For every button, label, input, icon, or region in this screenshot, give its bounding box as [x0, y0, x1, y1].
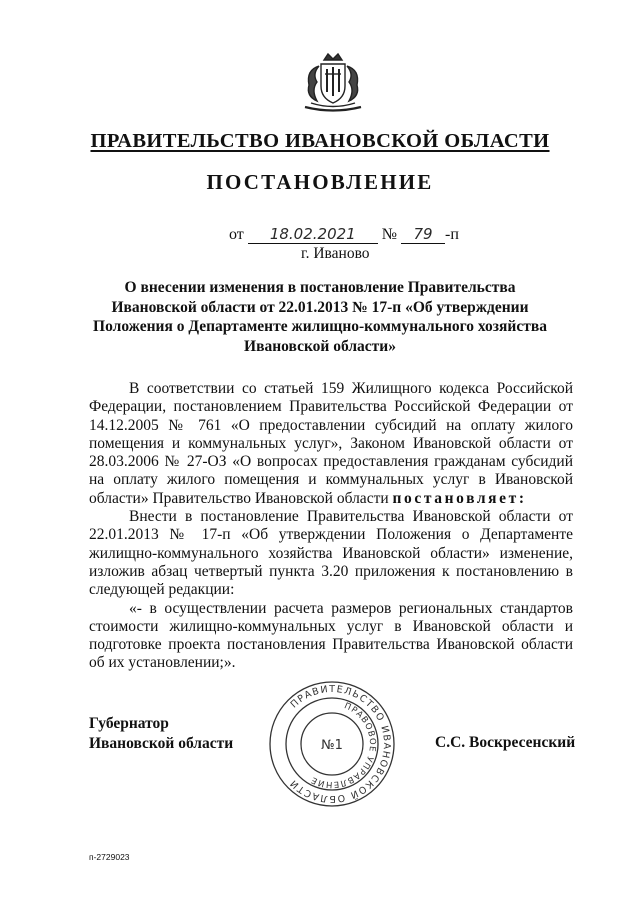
document-title: О внесении изменения в постановление Правительства Ивановской области от 22.01.2013 № 17-п «Об утверждении Положения о Департаменте жилищно-коммунального хозяйства Ивановской области»	[93, 279, 547, 355]
document-type: ПОСТАНОВЛЕНИЕ	[206, 170, 434, 194]
document-body	[89, 380, 573, 673]
signer-position-line2: Ивановской области	[89, 734, 234, 752]
signer-name: С.С. Воскресенский	[435, 734, 576, 751]
seal-inner-text: ПРАВОВОЕ УПРАВЛЕНИЕ	[309, 701, 378, 790]
signer-position	[89, 714, 233, 753]
organization-title: ПРАВИТЕЛЬСТВО ИВАНОВСКОЙ ОБЛАСТИ	[90, 130, 550, 152]
paragraph-preamble	[89, 380, 573, 508]
number-suffix: -п	[445, 226, 459, 243]
signer-position-line1: Губернатор	[89, 715, 169, 732]
paragraph-quote: «- в осуществлении расчета размеров региональных стандартов стоимости жилищно-коммунальных услуг в Ивановской области и подготовке проекта постановления Правительства Ивановской области об их установлении;».	[89, 599, 573, 672]
official-seal-stamp	[268, 680, 396, 808]
seal-center-number: №1	[321, 738, 343, 753]
resolves-keyword: постановляет:	[392, 489, 527, 507]
seal-outer-text: ПРАВИТЕЛЬСТВО ИВАНОВСКОЙ ОБЛАСТИ	[287, 683, 393, 805]
date-number-line	[229, 226, 459, 244]
city: г. Иваново	[301, 245, 370, 262]
number-sign: №	[381, 226, 398, 243]
coat-of-arms-icon	[297, 52, 369, 114]
handwritten-number: 79	[401, 226, 445, 244]
paragraph-amendment: Внести в постановление Правительства Ивановской области от 22.01.2013 № 17-п «Об утверждении Положения о Департаменте жилищно-коммунального хозяйства Ивановской области» изменение, изложив абзац четвертый пункта 3.20 приложения к постановлению в следующей редакции:	[89, 508, 573, 599]
preamble-text: В соответствии со статьей 159 Жилищного кодекса Российской Федерации, постановлением Правительства Российской Федерации от 14.12.2005 № 761 «О предоставлении субсидий на оплату жилого помещения и коммунальных услуг», Законом Ивановской области от 28.03.2006 № 27-ОЗ «О вопросах предоставления гражданам субсидий на оплату жилого помещения и коммунальных услуг в Ивановской области» Правительство Ивановской области	[89, 380, 573, 507]
handwritten-date: 18.02.2021	[248, 226, 378, 244]
footer-code: п-2729023	[89, 852, 130, 862]
date-prefix: от	[229, 226, 244, 243]
